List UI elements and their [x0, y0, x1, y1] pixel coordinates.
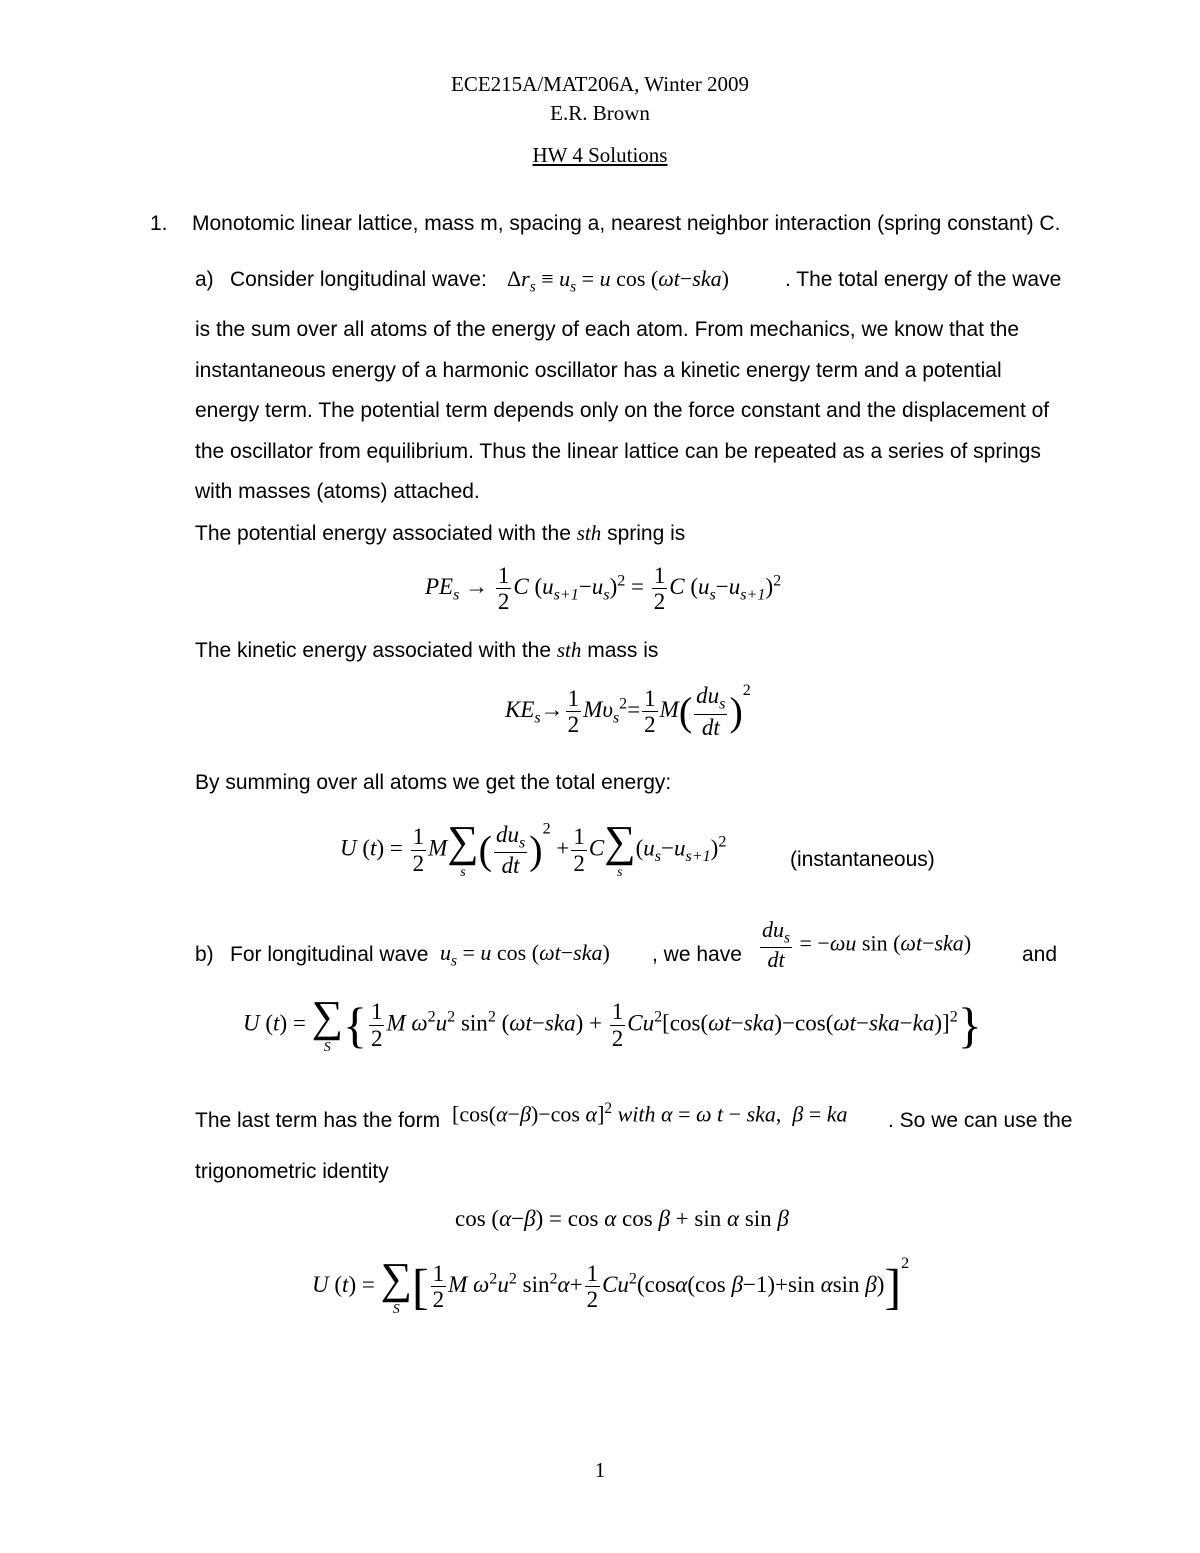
problem-statement: Monotomic linear lattice, mass m, spacing a, nearest neighbor interaction (spring constant) C.: [192, 212, 1061, 235]
with-word: with: [617, 1101, 656, 1127]
pe-prefix: The potential energy associated with the: [195, 522, 577, 545]
pe-suffix: spring is: [601, 522, 686, 545]
problem-number: 1.: [150, 212, 168, 235]
wave-equation-b: $u_s = u$ cos (ωt−ska): [440, 940, 610, 970]
ke-sth: sth: [556, 638, 582, 662]
part-b-we-have: , we have: [652, 943, 742, 966]
derivative-equation: $\frac{du_s}{dt}$ = −ωu sin (ωt−ska): [762, 917, 972, 973]
last-term-prefix: The last term has the form: [195, 1109, 441, 1132]
part-a-line-3: energy term. The potential term depends only on the force constant and the displacement of: [195, 399, 1050, 422]
pe-sth: sth: [576, 521, 602, 545]
page-title: [0, 143, 1200, 168]
energy-identity-equation: U (t) = ∑ S [ $\frac{1}{2}$ M $\omega^2u^2$ $\sin^2\alpha+$ $\frac{1}{2}$ Cu$^2$(cosα(cos β−1)+sin αsin β)]$^2$: [312, 1253, 910, 1317]
instantaneous-note: (instantaneous): [790, 848, 935, 871]
energy-expanded-equation: U (t) = ∑ S { $\frac{1}{2}$ M $\omega^2u^2$ $\sin^2 (\omega t-ska)$ + $\frac{1}{2}$ $Cu^2[\cos(\omega t-ska)-\cos(\omega t-ska-ka)]^2$}: [243, 992, 982, 1055]
part-a-intro: Consider longitudinal wave:: [230, 268, 487, 291]
course-header: ECE215A/MAT206A, Winter 2009: [451, 72, 749, 96]
ke-prefix: The kinetic energy associated with the: [195, 639, 557, 662]
last-term-form: [cos(α−β)−cos α]$^2$ with α = ω t − ska, β = ka: [452, 1100, 848, 1127]
total-energy-equation: U (t) = $\frac{1}{2}$ M ∑ s ( $\frac{du_s}{dt}$ )$^2$ + $\frac{1}{2}$ C ∑ s $(u_s-u_{s+1})^2$: [340, 817, 727, 880]
wave-equation-a: $\Delta r_s \equiv u_s = u$ cos (ωt−ska): [507, 266, 729, 296]
page-number: 1: [594, 1458, 606, 1482]
so-text: . So we can use the: [888, 1109, 1073, 1132]
part-a-line-1: is the sum over all atoms of the energy of each atom. From mechanics, we know that the: [195, 318, 1020, 341]
part-b-and: and: [1022, 943, 1058, 966]
part-a-line-2: instantaneous energy of a harmonic oscillator has a kinetic energy term and a potential: [195, 359, 1002, 382]
trig-identity-equation: cos (α−β) = cos α cos β + sin α sin β: [455, 1206, 789, 1231]
author-name: E.R. Brown: [550, 101, 650, 125]
part-a-line-5: with masses (atoms) attached.: [195, 480, 480, 503]
ke-sentence: [195, 638, 658, 663]
part-a-after-wave: . The total energy of the wave: [785, 268, 1062, 291]
part-b-label: b): [195, 943, 214, 966]
pe-sentence: [195, 521, 685, 546]
sum-sentence: By summing over all atoms we get the total energy:: [195, 771, 672, 794]
title-text: HW 4 Solutions: [532, 143, 668, 167]
trig-text: trigonometric identity: [195, 1160, 389, 1183]
kinetic-energy-equation: $KE_s\to$ $\frac{1}{2}$ $M\upsilon_s^2=$ $\frac{1}{2}$ M( $\frac{du_s}{dt}$ )$^2$: [505, 682, 751, 740]
part-b-intro: For longitudinal wave: [230, 943, 429, 966]
ke-suffix: mass is: [581, 639, 659, 662]
part-a-label: a): [195, 268, 214, 291]
potential-energy-equation: $PE_s$ → $\frac{1}{2}$ C $(u_{s+1}-u_s)^2$ = $\frac{1}{2}$ C $(u_s-u_{s+1})^2$: [425, 563, 782, 615]
part-a-line-4: the oscillator from equilibrium. Thus the linear lattice can be repeated as a series of springs: [195, 440, 1041, 463]
